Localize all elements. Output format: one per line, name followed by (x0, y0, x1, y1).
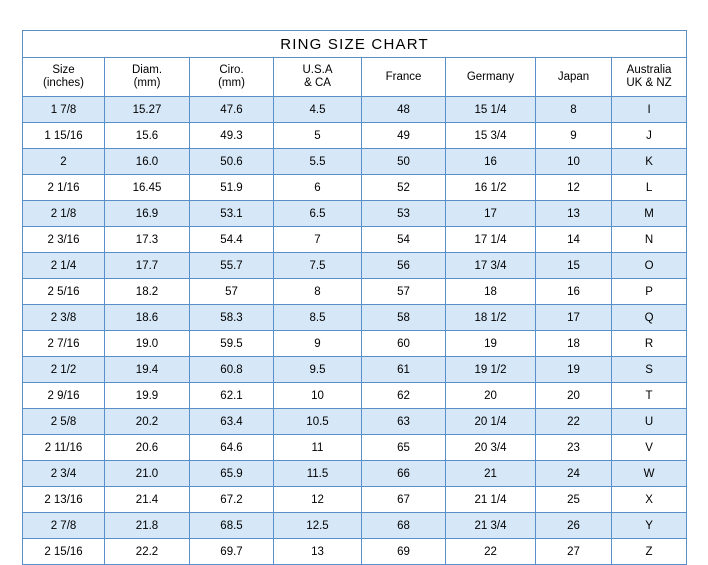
table-row (23, 331, 687, 357)
table-cell: 22.2 (105, 539, 190, 565)
column-header-line2: & CA (304, 77, 331, 89)
table-cell: 6 (274, 175, 362, 201)
table-cell: 12.5 (274, 513, 362, 539)
table-cell: 2 1/4 (23, 253, 105, 279)
table-row (23, 279, 687, 305)
table-cell: 5.5 (274, 149, 362, 175)
table-cell: 58.3 (190, 305, 274, 331)
table-cell: 20 3/4 (446, 435, 536, 461)
table-cell: 15 1/4 (446, 97, 536, 123)
table-cell: 17 1/4 (446, 227, 536, 253)
column-header (536, 58, 612, 97)
table-cell: 8.5 (274, 305, 362, 331)
title-row (23, 31, 687, 58)
table-cell: 25 (536, 487, 612, 513)
table-cell: 66 (362, 461, 446, 487)
table-cell: 21.8 (105, 513, 190, 539)
table-cell: 2 11/16 (23, 435, 105, 461)
table-cell: 64.6 (190, 435, 274, 461)
table-cell: 50.6 (190, 149, 274, 175)
table-cell: 2 1/2 (23, 357, 105, 383)
table-row (23, 123, 687, 149)
table-cell: 56 (362, 253, 446, 279)
table-row (23, 305, 687, 331)
table-cell: 18.6 (105, 305, 190, 331)
table-row (23, 435, 687, 461)
table-cell: 2 3/4 (23, 461, 105, 487)
table-cell: 20.2 (105, 409, 190, 435)
table-cell: 15 3/4 (446, 123, 536, 149)
table-cell: 49.3 (190, 123, 274, 149)
table-cell: 16.45 (105, 175, 190, 201)
table-cell: 2 15/16 (23, 539, 105, 565)
table-cell: 62 (362, 383, 446, 409)
ring-size-chart (22, 30, 686, 565)
table-cell: 17 3/4 (446, 253, 536, 279)
table-cell: 57 (362, 279, 446, 305)
table-cell: 16 (446, 149, 536, 175)
table-cell: 10.5 (274, 409, 362, 435)
table-cell: 2 3/16 (23, 227, 105, 253)
table-cell: 15.6 (105, 123, 190, 149)
table-cell: Y (612, 513, 687, 539)
table-cell: 1 15/16 (23, 123, 105, 149)
table-row (23, 513, 687, 539)
table-cell: 55.7 (190, 253, 274, 279)
table-row (23, 201, 687, 227)
table-cell: 26 (536, 513, 612, 539)
table-cell: 8 (536, 97, 612, 123)
column-header-line1: France (385, 70, 422, 83)
column-header-line2: UK & NZ (626, 77, 672, 89)
table-header-row (23, 58, 687, 97)
table-row (23, 97, 687, 123)
table-cell: 57 (190, 279, 274, 305)
table-cell: 21.0 (105, 461, 190, 487)
column-header (23, 58, 105, 97)
table-cell: 65.9 (190, 461, 274, 487)
table-cell: 63 (362, 409, 446, 435)
table-cell: 14 (536, 227, 612, 253)
table-cell: 2 1/16 (23, 175, 105, 201)
table-cell: K (612, 149, 687, 175)
table-cell: P (612, 279, 687, 305)
table-cell: 20 (536, 383, 612, 409)
table-cell: W (612, 461, 687, 487)
table-cell: 4.5 (274, 97, 362, 123)
table-cell: 12 (536, 175, 612, 201)
column-header-line1: Diam. (131, 64, 163, 76)
table-cell: 7.5 (274, 253, 362, 279)
table-cell: 60.8 (190, 357, 274, 383)
table-row (23, 539, 687, 565)
table-cell: O (612, 253, 687, 279)
table-cell: 67.2 (190, 487, 274, 513)
column-header-line1: Size (52, 64, 75, 76)
page-title: RING SIZE CHART (23, 31, 687, 58)
table-cell: 20 (446, 383, 536, 409)
table-cell: 16.9 (105, 201, 190, 227)
table-cell: X (612, 487, 687, 513)
table-cell: 22 (446, 539, 536, 565)
table-cell: 23 (536, 435, 612, 461)
table-cell: J (612, 123, 687, 149)
table-cell: 60 (362, 331, 446, 357)
table-cell: 2 13/16 (23, 487, 105, 513)
table-row (23, 227, 687, 253)
table-cell: 2 9/16 (23, 383, 105, 409)
table-cell: 48 (362, 97, 446, 123)
table-cell: 13 (536, 201, 612, 227)
table-cell: 17.7 (105, 253, 190, 279)
table-cell: 15.27 (105, 97, 190, 123)
table-cell: 59.5 (190, 331, 274, 357)
table-cell: 17 (446, 201, 536, 227)
table-cell: L (612, 175, 687, 201)
column-header-line1: Ciro. (219, 64, 244, 76)
table-cell: 10 (536, 149, 612, 175)
table-cell: 1 7/8 (23, 97, 105, 123)
table-cell: 2 (23, 149, 105, 175)
table-cell: 16 (536, 279, 612, 305)
table-cell: 9 (536, 123, 612, 149)
table-cell: 2 1/8 (23, 201, 105, 227)
table-cell: 7 (274, 227, 362, 253)
table-cell: 21 3/4 (446, 513, 536, 539)
table-cell: T (612, 383, 687, 409)
table-cell: 13 (274, 539, 362, 565)
table-row (23, 461, 687, 487)
table-cell: 53.1 (190, 201, 274, 227)
table-cell: 21 1/4 (446, 487, 536, 513)
table-row (23, 357, 687, 383)
table-cell: 8 (274, 279, 362, 305)
table-cell: 21 (446, 461, 536, 487)
table-cell: 18 (536, 331, 612, 357)
table-cell: 52 (362, 175, 446, 201)
table-cell: 16 1/2 (446, 175, 536, 201)
table-cell: 11.5 (274, 461, 362, 487)
table-cell: 12 (274, 487, 362, 513)
table-cell: 69 (362, 539, 446, 565)
column-header (446, 58, 536, 97)
table-row (23, 383, 687, 409)
column-header-line1: Japan (557, 70, 590, 83)
column-header-line1: Germany (466, 70, 515, 83)
table-cell: 2 7/8 (23, 513, 105, 539)
table-cell: 65 (362, 435, 446, 461)
table-cell: 63.4 (190, 409, 274, 435)
column-header (105, 58, 190, 97)
table-cell: 5 (274, 123, 362, 149)
table-cell: 54 (362, 227, 446, 253)
table-cell: 10 (274, 383, 362, 409)
table-cell: 58 (362, 305, 446, 331)
column-header (612, 58, 687, 97)
column-header (362, 58, 446, 97)
ring-size-table (22, 30, 687, 565)
table-cell: 2 5/16 (23, 279, 105, 305)
table-cell: S (612, 357, 687, 383)
table-cell: 9.5 (274, 357, 362, 383)
table-cell: 18 (446, 279, 536, 305)
table-cell: 62.1 (190, 383, 274, 409)
table-row (23, 487, 687, 513)
table-cell: 17.3 (105, 227, 190, 253)
table-row (23, 409, 687, 435)
table-cell: 18 1/2 (446, 305, 536, 331)
column-header-line2: (inches) (43, 77, 84, 89)
table-cell: 6.5 (274, 201, 362, 227)
table-cell: V (612, 435, 687, 461)
table-cell: 2 7/16 (23, 331, 105, 357)
table-cell: 54.4 (190, 227, 274, 253)
table-cell: 2 3/8 (23, 305, 105, 331)
table-row (23, 253, 687, 279)
table-cell: 68 (362, 513, 446, 539)
column-header-line2: (mm) (133, 77, 161, 89)
table-cell: 69.7 (190, 539, 274, 565)
table-cell: 9 (274, 331, 362, 357)
table-cell: 15 (536, 253, 612, 279)
table-cell: 53 (362, 201, 446, 227)
table-cell: 27 (536, 539, 612, 565)
table-cell: R (612, 331, 687, 357)
table-cell: 67 (362, 487, 446, 513)
table-cell: 18.2 (105, 279, 190, 305)
column-header-line2: (mm) (218, 77, 245, 89)
table-row (23, 149, 687, 175)
table-cell: 50 (362, 149, 446, 175)
table-row (23, 175, 687, 201)
table-cell: 19 (536, 357, 612, 383)
column-header (274, 58, 362, 97)
table-cell: N (612, 227, 687, 253)
column-header-line1: U.S.A (302, 64, 333, 76)
table-cell: I (612, 97, 687, 123)
table-cell: 19.4 (105, 357, 190, 383)
table-cell: Z (612, 539, 687, 565)
table-cell: 49 (362, 123, 446, 149)
table-cell: 24 (536, 461, 612, 487)
table-cell: 47.6 (190, 97, 274, 123)
table-cell: 2 5/8 (23, 409, 105, 435)
table-cell: 20.6 (105, 435, 190, 461)
table-cell: 19.9 (105, 383, 190, 409)
table-cell: U (612, 409, 687, 435)
table-cell: 21.4 (105, 487, 190, 513)
table-cell: 17 (536, 305, 612, 331)
table-cell: 51.9 (190, 175, 274, 201)
table-cell: 19 1/2 (446, 357, 536, 383)
table-cell: Q (612, 305, 687, 331)
table-cell: 19 (446, 331, 536, 357)
table-cell: 61 (362, 357, 446, 383)
table-cell: 19.0 (105, 331, 190, 357)
table-cell: 20 1/4 (446, 409, 536, 435)
table-cell: 16.0 (105, 149, 190, 175)
table-cell: M (612, 201, 687, 227)
column-header (190, 58, 274, 97)
table-cell: 68.5 (190, 513, 274, 539)
column-header-line1: Australia (626, 64, 672, 76)
table-cell: 11 (274, 435, 362, 461)
table-cell: 22 (536, 409, 612, 435)
